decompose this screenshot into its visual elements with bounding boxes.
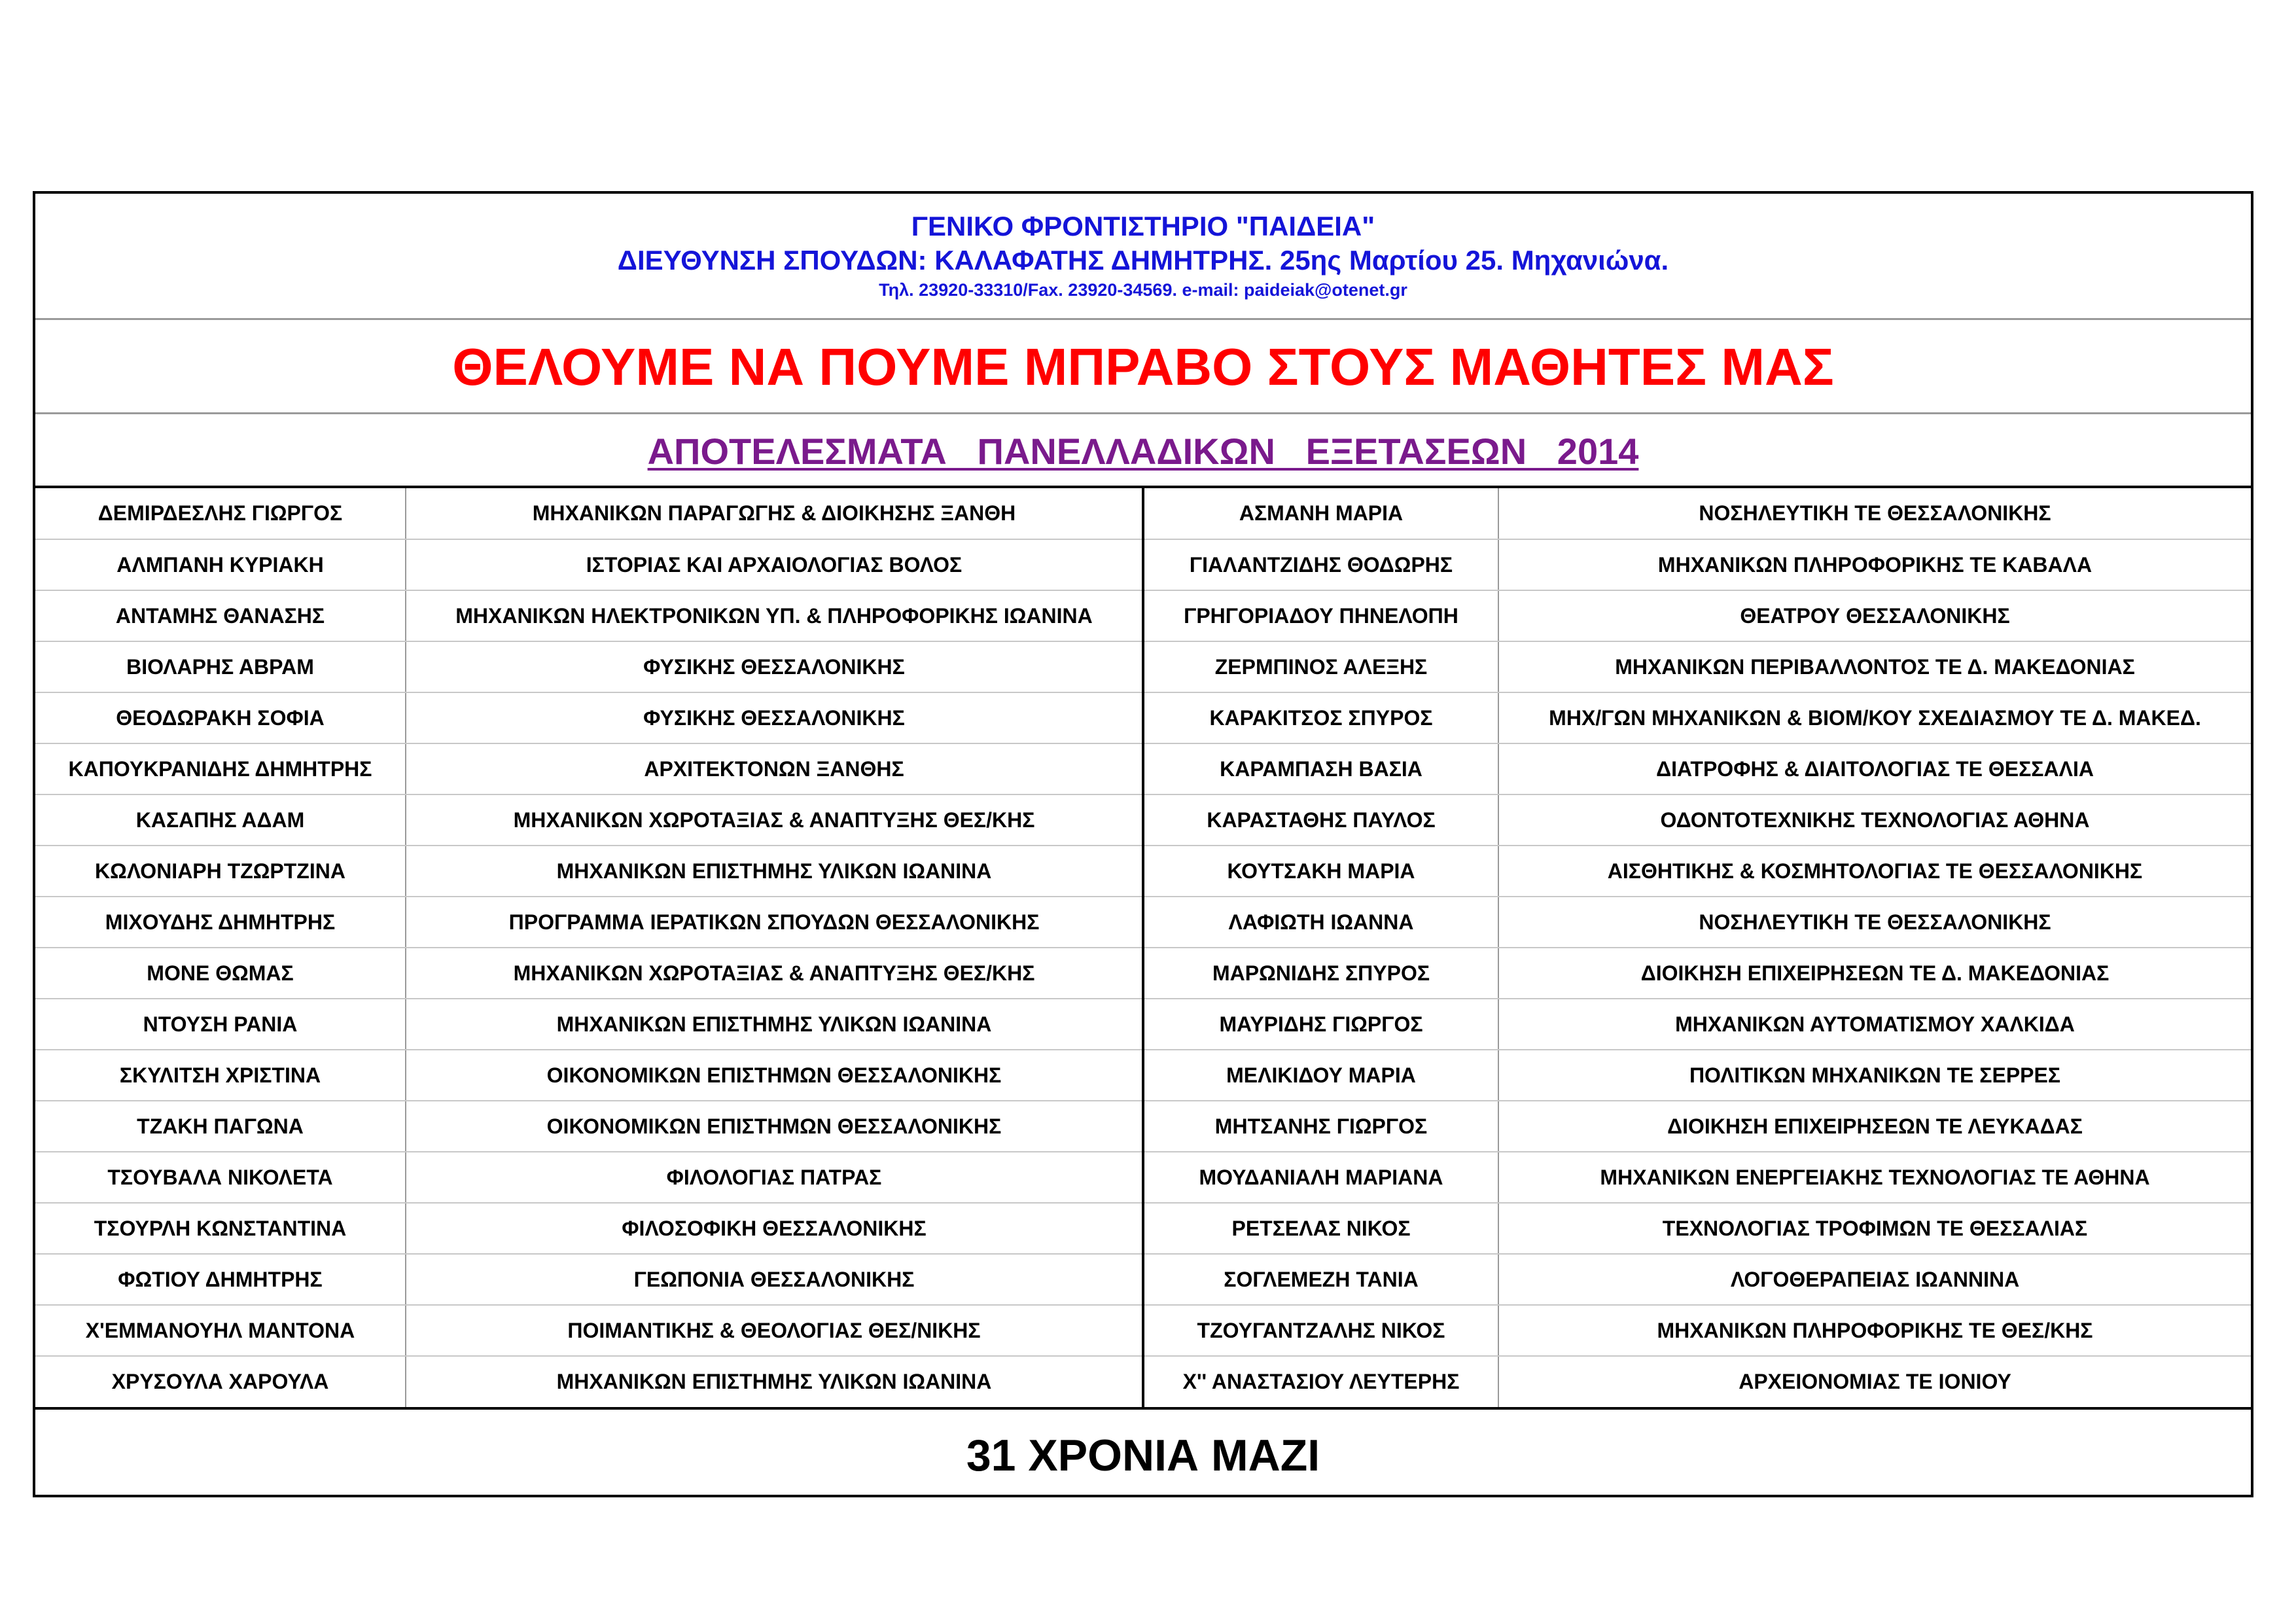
department: ΑΡΧΕΙΟΝΟΜΙΑΣ ΤΕ ΙΟΝΙΟΥ [1739,1370,2011,1393]
student-name: ΘΕΟΔΩΡΑΚΗ ΣΟΦΙΑ [35,692,406,743]
student-name: ΤΣΟΥΡΛΗ ΚΩΝΣΤΑΝΤΙΝΑ [35,1203,406,1254]
department: ΓΕΩΠΟΝΙΑ ΘΕΣΣΑΛΟΝΙΚΗΣ [406,1254,1143,1305]
student-name: ΤΖΟΥΓΑΝΤΖΑΛΗΣ ΝΙΚΟΣ [1143,1305,1498,1356]
department: ΜΗΧΑΝΙΚΩΝ ΕΝΕΡΓΕΙΑΚΗΣ ΤΕΧΝΟΛΟΓΙΑΣ ΤΕ ΑΘΗΝΑ [1498,1152,2251,1203]
student-name: ΜΗΤΣΑΝΗΣ ΓΙΩΡΓΟΣ [1143,1101,1498,1152]
student-name: ΛΑΦΙΩΤΗ ΙΩΑΝΝΑ [1143,897,1498,948]
table-row [35,1152,2251,1203]
department: ΔΙΟΙΚΗΣΗ ΕΠΙΧΕΙΡΗΣΕΩΝ ΤΕ Δ. ΜΑΚΕΔΟΝΙΑΣ [1498,948,2251,999]
student-name: ΚΑΡΑΚΙΤΣΟΣ ΣΠΥΡΟΣ [1143,692,1498,743]
results-title [35,414,2251,488]
table-row [35,999,2251,1050]
student-name: ΜΑΡΩΝΙΔΗΣ ΣΠΥΡΟΣ [1143,948,1498,999]
student-name: ΓΙΑΛΑΝΤΖΙΔΗΣ ΘΟΔΩΡΗΣ [1143,539,1498,590]
student-name: Χ'ΕΜΜΑΝΟΥΗΛ ΜΑΝΤΟΝΑ [35,1305,406,1356]
department: ΜΗΧΑΝΙΚΩΝ ΕΠΙΣΤΗΜΗΣ ΥΛΙΚΩΝ ΙΩΑΝΙΝΑ [406,999,1143,1050]
student-name: ΑΣΜΑΝΗ ΜΑΡΙΑ [1143,488,1498,539]
results-table-body [35,488,2251,1407]
department: ΑΙΣΘΗΤΙΚΗΣ & ΚΟΣΜΗΤΟΛΟΓΙΑΣ ΤΕ ΘΕΣΣΑΛΟΝΙΚΗΣ [1498,846,2251,897]
student-name: ΝΤΟΥΣΗ ΡΑΝΙΑ [35,999,406,1050]
student-name: ΒΙΟΛΑΡΗΣ ΑΒΡΑΜ [35,641,406,692]
student-name: ΡΕΤΣΕΛΑΣ ΝΙΚΟΣ [1143,1203,1498,1254]
table-row [35,1050,2251,1101]
student-name: ΜΕΛΙΚΙΔΟΥ ΜΑΡΙΑ [1143,1050,1498,1101]
student-name: ΜΟΥΔΑΝΙΑΛΗ ΜΑΡΙΑΝΑ [1143,1152,1498,1203]
student-name: ΦΩΤΙΟΥ ΔΗΜΗΤΡΗΣ [35,1254,406,1305]
department: ΟΙΚΟΝΟΜΙΚΩΝ ΕΠΙΣΤΗΜΩΝ ΘΕΣΣΑΛΟΝΙΚΗΣ [406,1101,1143,1152]
student-name: ΚΟΥΤΣΑΚΗ ΜΑΡΙΑ [1143,846,1498,897]
student-name: ΑΝΤΑΜΗΣ ΘΑΝΑΣΗΣ [35,590,406,641]
student-name: ΜΑΥΡΙΔΗΣ ΓΙΩΡΓΟΣ [1143,999,1498,1050]
table-row [35,590,2251,641]
department: ΜΗΧΑΝΙΚΩΝ ΑΥΤΟΜΑΤΙΣΜΟΥ ΧΑΛΚΙΔΑ [1498,999,2251,1050]
department: ΟΙΚΟΝΟΜΙΚΩΝ ΕΠΙΣΤΗΜΩΝ ΘΕΣΣΑΛΟΝΙΚΗΣ [406,1050,1143,1101]
department: ΜΗΧΑΝΙΚΩΝ ΕΠΙΣΤΗΜΗΣ ΥΛΙΚΩΝ ΙΩΑΝΙΝΑ [406,846,1143,897]
school-contact: Τηλ. 23920-33310/Fax. 23920-34569. e-mail: paideiak@otenet.gr [879,280,1407,300]
table-row [35,641,2251,692]
department: ΜΗΧΑΝΙΚΩΝ ΠΑΡΑΓΩΓΗΣ & ΔΙΟΙΚΗΣΗΣ ΞΑΝΘΗ [406,488,1143,539]
department: ΜΗΧΑΝΙΚΩΝ ΕΠΙΣΤΗΜΗΣ ΥΛΙΚΩΝ ΙΩΑΝΙΝΑ [406,1356,1143,1407]
department: ΘΕΑΤΡΟΥ ΘΕΣΣΑΛΟΝΙΚΗΣ [1498,590,2251,641]
school-name: ΓΕΝΙΚΟ ΦΡΟΝΤΙΣΤΗΡΙΟ "ΠΑΙΔΕΙΑ" [911,211,1375,241]
table-row [35,1254,2251,1305]
table-row [35,1203,2251,1254]
department: ΜΗΧΑΝΙΚΩΝ ΗΛΕΚΤΡΟΝΙΚΩΝ ΥΠ. & ΠΛΗΡΟΦΟΡΙΚΗΣ ΙΩΑΝΙΝΑ [406,590,1143,641]
student-name: ΖΕΡΜΠΙΝΟΣ ΑΛΕΞΗΣ [1143,641,1498,692]
results-table [35,488,2251,1407]
school-direction: ΔΙΕΥΘΥΝΣΗ ΣΠΟΥΔΩΝ: ΚΑΛΑΦΑΤΗΣ ΔΗΜΗΤΡΗΣ. 25ης Μαρτίου 25. Μηχανιώνα. [617,245,1669,276]
department: ΜΗΧ/ΓΩΝ ΜΗΧΑΝΙΚΩΝ & ΒΙΟΜ/ΚΟΥ ΣΧΕΔΙΑΣΜΟΥ ΤΕ Δ. ΜΑΚΕΔ. [1498,692,2251,743]
department: ΛΟΓΟΘΕΡΑΠΕΙΑΣ ΙΩΑΝΝΙΝΑ [1498,1254,2251,1305]
table-row [35,846,2251,897]
table-row [35,539,2251,590]
student-name: ΚΑΠΟΥΚΡΑΝΙΔΗΣ ΔΗΜΗΤΡΗΣ [35,743,406,794]
table-row [35,1305,2251,1356]
footer-years: 31 ΧΡΟΝΙΑ ΜΑΖΙ [35,1407,2251,1501]
results-poster [33,191,2253,1497]
department: ΦΙΛΟΛΟΓΙΑΣ ΠΑΤΡΑΣ [406,1152,1143,1203]
student-name: ΚΑΡΑΜΠΑΣΗ ΒΑΣΙΑ [1143,743,1498,794]
student-name: ΤΣΟΥΒΑΛΑ ΝΙΚΟΛΕΤΑ [35,1152,406,1203]
student-name: ΧΡΥΣΟΥΛΑ ΧΑΡΟΥΛΑ [35,1356,406,1407]
slogan: ΘΕΛΟΥΜΕ ΝΑ ΠΟΥΜΕ ΜΠΡΑΒΟ ΣΤΟΥΣ ΜΑΘΗΤΕΣ ΜΑΣ [35,320,2251,414]
student-name: ΚΑΡΑΣΤΑΘΗΣ ΠΑΥΛΟΣ [1143,794,1498,846]
table-row [35,948,2251,999]
results-title-text: ΑΠΟΤΕΛΕΣΜΑΤΑ ΠΑΝΕΛΛΑΔΙΚΩΝ ΕΞΕΤΑΣΕΩΝ 2014 [647,431,1639,472]
table-row [35,794,2251,846]
department: ΤΕΧΝΟΛΟΓΙΑΣ ΤΡΟΦΙΜΩΝ ΤΕ ΘΕΣΣΑΛΙΑΣ [1498,1203,2251,1254]
department: ΜΗΧΑΝΙΚΩΝ ΧΩΡΟΤΑΞΙΑΣ & ΑΝΑΠΤΥΞΗΣ ΘΕΣ/ΚΗΣ [406,794,1143,846]
department: ΟΔΟΝΤΟΤΕΧΝΙΚΗΣ ΤΕΧΝΟΛΟΓΙΑΣ ΑΘΗΝΑ [1498,794,2251,846]
department: ΠΟΙΜΑΝΤΙΚΗΣ & ΘΕΟΛΟΓΙΑΣ ΘΕΣ/ΝΙΚΗΣ [406,1305,1143,1356]
department: ΔΙΟΙΚΗΣΗ ΕΠΙΧΕΙΡΗΣΕΩΝ ΤΕ ΛΕΥΚΑΔΑΣ [1498,1101,2251,1152]
student-name: ΤΖΑΚΗ ΠΑΓΩΝΑ [35,1101,406,1152]
table-row [35,692,2251,743]
department: ΠΟΛΙΤΙΚΩΝ ΜΗΧΑΝΙΚΩΝ ΤΕ ΣΕΡΡΕΣ [1498,1050,2251,1101]
student-name: ΚΑΣΑΠΗΣ ΑΔΑΜ [35,794,406,846]
table-row [35,897,2251,948]
department: ΝΟΣΗΛΕΥΤΙΚΗ ΤΕ ΘΕΣΣΑΛΟΝΙΚΗΣ [1498,897,2251,948]
department: ΜΗΧΑΝΙΚΩΝ ΠΕΡΙΒΑΛΛΟΝΤΟΣ ΤΕ Δ. ΜΑΚΕΔΟΝΙΑΣ [1498,641,2251,692]
department: ΦΥΣΙΚΗΣ ΘΕΣΣΑΛΟΝΙΚΗΣ [406,692,1143,743]
department: ΔΙΑΤΡΟΦΗΣ & ΔΙΑΙΤΟΛΟΓΙΑΣ ΤΕ ΘΕΣΣΑΛΙΑ [1498,743,2251,794]
department: ΝΟΣΗΛΕΥΤΙΚΗ ΤΕ ΘΕΣΣΑΛΟΝΙΚΗΣ [1498,488,2251,539]
student-name: ΑΛΜΠΑΝΗ ΚΥΡΙΑΚΗ [35,539,406,590]
department: ΜΗΧΑΝΙΚΩΝ ΠΛΗΡΟΦΟΡΙΚΗΣ ΤΕ ΘΕΣ/ΚΗΣ [1498,1305,2251,1356]
department: ΙΣΤΟΡΙΑΣ ΚΑΙ ΑΡΧΑΙΟΛΟΓΙΑΣ ΒΟΛΟΣ [406,539,1143,590]
school-header [35,194,2251,320]
department: ΑΡΧΙΤΕΚΤΟΝΩΝ ΞΑΝΘΗΣ [406,743,1143,794]
student-name: ΣΚΥΛΙΤΣΗ ΧΡΙΣΤΙΝΑ [35,1050,406,1101]
table-row [35,743,2251,794]
table-row [35,488,2251,539]
table-row [35,1356,2251,1407]
department: ΜΗΧΑΝΙΚΩΝ ΧΩΡΟΤΑΞΙΑΣ & ΑΝΑΠΤΥΞΗΣ ΘΕΣ/ΚΗΣ [406,948,1143,999]
student-name: ΣΟΓΛΕΜΕΖΗ ΤΑΝΙΑ [1143,1254,1498,1305]
department: ΦΙΛΟΣΟΦΙΚΗ ΘΕΣΣΑΛΟΝΙΚΗΣ [406,1203,1143,1254]
department: ΠΡΟΓΡΑΜΜΑ ΙΕΡΑΤΙΚΩΝ ΣΠΟΥΔΩΝ ΘΕΣΣΑΛΟΝΙΚΗΣ [406,897,1143,948]
student-name: ΔΕΜΙΡΔΕΣΛΗΣ ΓΙΩΡΓΟΣ [35,488,406,539]
student-name: ΜΟΝΕ ΘΩΜΑΣ [35,948,406,999]
student-name: ΓΡΗΓΟΡΙΑΔΟΥ ΠΗΝΕΛΟΠΗ [1143,590,1498,641]
student-name: Χ'' ΑΝΑΣΤΑΣΙΟΥ ΛΕΥΤΕΡΗΣ [1143,1356,1498,1407]
department: ΦΥΣΙΚΗΣ ΘΕΣΣΑΛΟΝΙΚΗΣ [406,641,1143,692]
department: ΜΗΧΑΝΙΚΩΝ ΠΛΗΡΟΦΟΡΙΚΗΣ ΤΕ ΚΑΒΑΛΑ [1498,539,2251,590]
student-name: ΜΙΧΟΥΔΗΣ ΔΗΜΗΤΡΗΣ [35,897,406,948]
table-row [35,1101,2251,1152]
student-name: ΚΩΛΟΝΙΑΡΗ ΤΖΩΡΤΖΙΝΑ [35,846,406,897]
